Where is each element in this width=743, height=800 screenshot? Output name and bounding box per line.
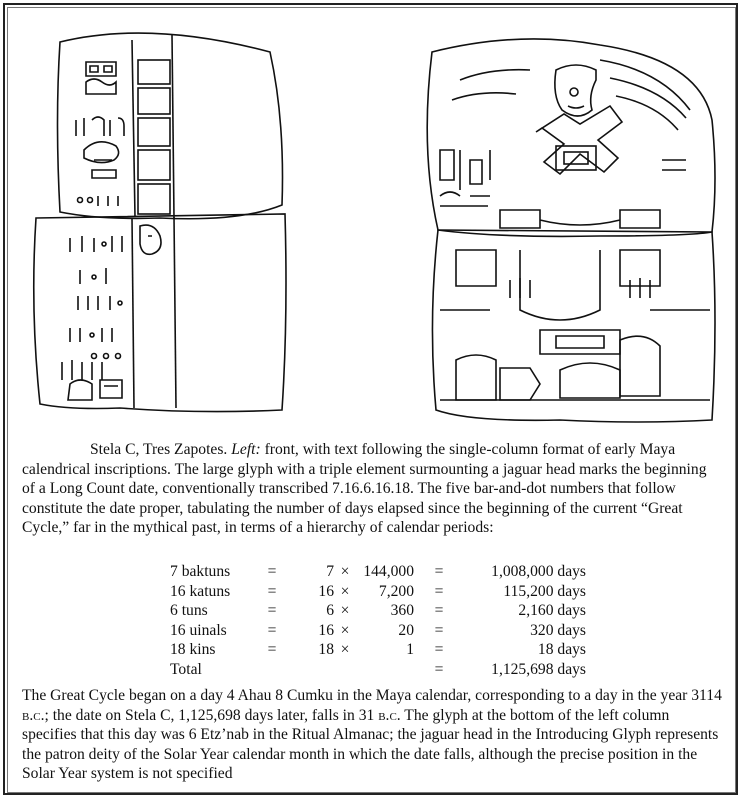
period-label: 6 tuns [170,602,208,619]
day-count: 2,160 days [518,602,586,619]
paragraph-part1: The Great Cycle began on a day 4 Ahau 8 Cumku in the Maya calendar, corresponding to a day in the year 3114 [22,687,722,704]
multiplier: 18 [318,641,334,658]
calc-row [170,582,586,602]
equals-sign-2: = [434,602,444,619]
period-length: 360 [390,602,414,619]
day-count: 320 days [530,621,586,639]
times-sign: × [340,641,350,658]
equals-sign: = [267,582,277,600]
bc-abbrev-2: b.c. [378,706,401,724]
blank [252,660,292,680]
calendar-calculation-table [170,562,586,679]
total-label: Total [170,660,202,678]
times-sign: × [340,582,350,600]
period-label: 18 kins [170,641,216,658]
paragraph-part2: ; the date on Stela C, 1,125,698 days later, falls in 31 [44,706,379,724]
paragraph-part3: The glyph at the bottom of the left column specifies that this day was 6 Etz’nab in the Ritual Almanac; the jaguar head in the Introducing Glyph represents the patron deity of the Solar Year calendar month in which the date falls, although the precise position in the Solar Year system is not specified [22,706,719,782]
times-sign: × [340,563,350,580]
figure-caption [22,440,722,538]
caption-left-label: Left: [231,441,261,458]
stela-front-lower-fragment [34,214,286,412]
equals-sign-2: = [434,582,444,600]
period-label: 16 katuns [170,582,231,600]
calc-row [170,601,586,621]
blank [356,660,414,680]
calc-row [170,621,586,641]
blank [292,660,334,680]
blank [334,660,356,680]
multiplier: 16 [318,582,334,600]
day-count: 1,008,000 days [491,563,586,580]
calc-total-row [170,660,586,680]
period-length: 1 [406,641,414,658]
period-length: 20 [398,621,414,639]
equals-sign: = [267,641,277,658]
period-length: 144,000 [363,563,414,580]
caption-title: Stela C, Tres Zapotes. [90,441,228,458]
day-count: 18 days [537,641,586,658]
equals-sign: = [267,621,277,639]
bc-abbrev-1: b.c. [22,706,45,724]
caption-body: front, with text following the single-column format of early Maya calendrical inscriptions. The large glyph with a triple element surmounting a jaguar head marks the beginning of a Long Count date, conventionally transcribed 7.16.6.16.18. The five bar-and-dot numbers that follow constitute the date proper, tabulating the number of days elapsed since the beginning of the current “Great Cycle,” far in the mythical past, in terms of a hierarchy of calendar periods: [22,441,707,536]
multiplier: 6 [326,602,334,619]
calc-row [170,562,586,582]
equals-sign-2: = [434,641,444,658]
equals-sign-2: = [434,563,444,580]
period-length: 7,200 [378,582,414,600]
calc-row [170,640,586,660]
equals-sign: = [267,563,277,580]
period-label: 7 baktuns [170,563,231,580]
times-sign: × [340,602,350,619]
equals-sign: = [267,602,277,619]
period-label: 16 uinals [170,621,227,639]
day-count: 115,200 days [503,582,586,600]
total-day-count: 1,125,698 days [491,660,586,678]
equals-sign-2: = [434,621,444,639]
total-equals-sign: = [434,660,444,678]
multiplier: 16 [318,621,334,639]
times-sign: × [340,621,350,639]
stela-front-upper-fragment [58,33,283,219]
explanation-paragraph [22,686,722,784]
multiplier: 7 [326,563,334,580]
stela-back-fragment [427,39,715,422]
